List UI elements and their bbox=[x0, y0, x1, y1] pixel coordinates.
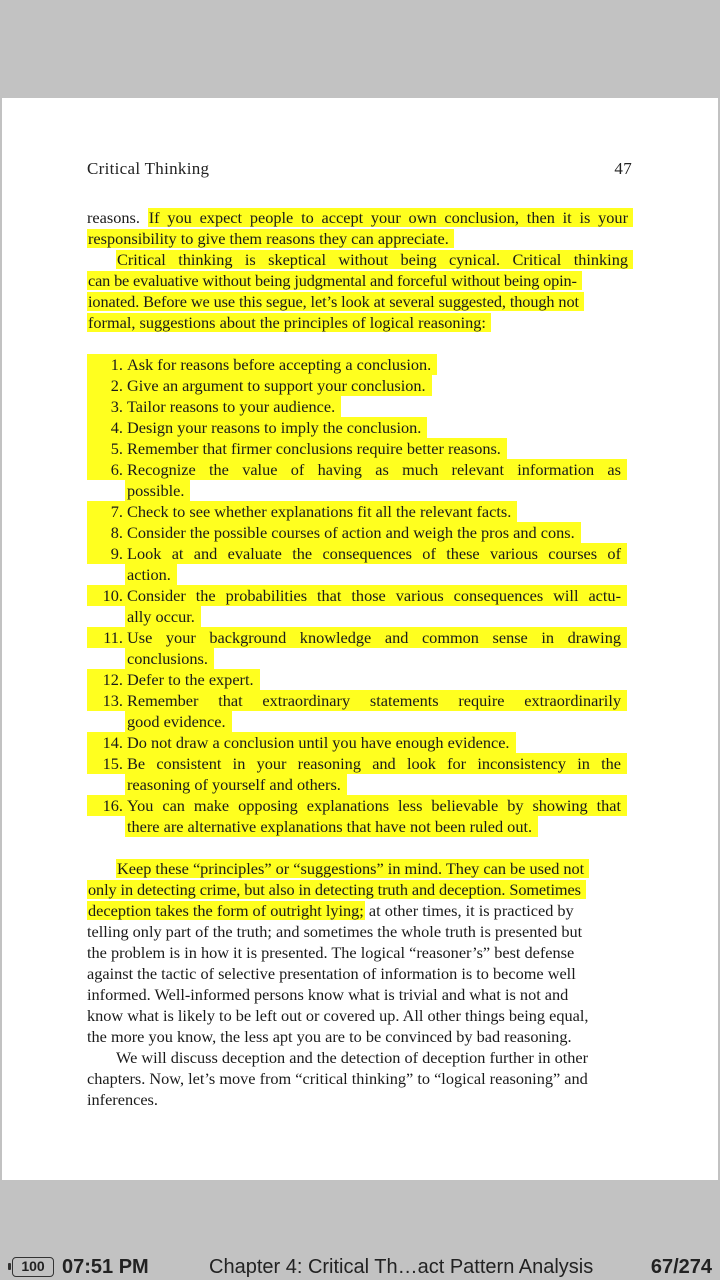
list-item-number: 16. bbox=[87, 795, 125, 816]
text-line: We will discuss deception and the detection of deception further in other bbox=[116, 1048, 589, 1067]
list-item-text[interactable]: Check to see whether explanations fit all the relevant facts. bbox=[125, 501, 517, 522]
list-item bbox=[87, 816, 633, 837]
list-item-number: 7. bbox=[87, 501, 125, 522]
running-header-title: Critical Thinking bbox=[87, 159, 210, 178]
list-item bbox=[87, 375, 633, 396]
highlight[interactable]: responsibility to give them reasons they can appreciate. bbox=[87, 229, 454, 248]
list-item-text[interactable]: Consider the probabilities that those various consequences will actu- bbox=[125, 585, 627, 606]
highlight[interactable]: can be evaluative without being judgmental and forceful without being opin- bbox=[87, 271, 582, 290]
highlight[interactable]: Keep these “principles” or “suggestions” in mind. They can be used not bbox=[116, 859, 589, 878]
battery-level: 100 bbox=[21, 1258, 45, 1274]
list-item-text[interactable]: there are alternative explanations that have not been ruled out. bbox=[125, 816, 538, 837]
list-item bbox=[87, 774, 633, 795]
list-item-text[interactable]: Be consistent in your reasoning and look for inconsistency in the bbox=[125, 753, 627, 774]
highlight[interactable]: ionated. Before we use this segue, let’s look at several suggested, though not bbox=[87, 292, 584, 311]
list-item-number bbox=[87, 816, 125, 837]
page-body-text[interactable] bbox=[87, 207, 633, 1110]
list-item bbox=[87, 522, 633, 543]
principles-list bbox=[87, 354, 633, 837]
text-line: reasons. If you expect people to accept your own conclusion, then it is your bbox=[87, 207, 633, 228]
list-item-number: 12. bbox=[87, 669, 125, 690]
list-item-text[interactable]: ally occur. bbox=[125, 606, 201, 627]
text-line bbox=[87, 291, 633, 312]
list-item-text[interactable]: Use your background knowledge and common sense in drawing bbox=[125, 627, 627, 648]
text-line: the problem is in how it is presented. The logical “reasoner’s” best defense bbox=[87, 943, 575, 962]
list-item bbox=[87, 648, 633, 669]
list-item bbox=[87, 417, 633, 438]
list-item-text[interactable]: Ask for reasons before accepting a conclusion. bbox=[125, 354, 437, 375]
list-item-text[interactable]: Do not draw a conclusion until you have enough evidence. bbox=[125, 732, 516, 753]
reader-status-bar bbox=[0, 1250, 720, 1280]
list-item-number: 3. bbox=[87, 396, 125, 417]
text-line: inferences. bbox=[87, 1090, 158, 1109]
highlight[interactable]: formal, suggestions about the principles of logical reasoning: bbox=[87, 313, 491, 332]
list-item bbox=[87, 354, 633, 375]
list-item bbox=[87, 711, 633, 732]
text-line: know what is likely to be left out or covered up. All other things being equal, bbox=[87, 1006, 589, 1025]
list-item-number bbox=[87, 648, 125, 669]
list-item-number bbox=[87, 480, 125, 501]
text-line bbox=[87, 270, 633, 291]
list-item-number bbox=[87, 774, 125, 795]
list-item-number bbox=[87, 711, 125, 732]
list-item-number: 4. bbox=[87, 417, 125, 438]
text-line: against the tactic of selective presentation of information is to become well bbox=[87, 964, 576, 983]
list-item bbox=[87, 438, 633, 459]
list-item bbox=[87, 690, 633, 711]
highlight[interactable]: If you expect people to accept your own conclusion, then it is your bbox=[148, 208, 633, 227]
list-item bbox=[87, 795, 633, 816]
list-item-text[interactable]: Consider the possible courses of action and weigh the pros and cons. bbox=[125, 522, 581, 543]
list-item-number: 2. bbox=[87, 375, 125, 396]
list-item-text[interactable]: good evidence. bbox=[125, 711, 232, 732]
highlight[interactable]: deception takes the form of outright lying; bbox=[88, 901, 364, 920]
list-item-text[interactable]: action. bbox=[125, 564, 177, 585]
text-line bbox=[87, 879, 633, 900]
list-item-text[interactable]: Recognize the value of having as much relevant information as bbox=[125, 459, 627, 480]
list-item-text[interactable]: Defer to the expert. bbox=[125, 669, 260, 690]
list-item bbox=[87, 564, 633, 585]
list-item-number: 5. bbox=[87, 438, 125, 459]
page-progress[interactable]: 67/274 bbox=[650, 1256, 712, 1278]
list-item-number: 8. bbox=[87, 522, 125, 543]
list-item-number: 6. bbox=[87, 459, 125, 480]
list-item-text[interactable]: Remember that extraordinary statements require extraordinarily bbox=[125, 690, 627, 711]
text-line: informed. Well-informed persons know what is trivial and what is not and bbox=[87, 985, 569, 1004]
list-item bbox=[87, 459, 633, 480]
list-item bbox=[87, 501, 633, 522]
list-item-text[interactable]: possible. bbox=[125, 480, 190, 501]
list-item-text[interactable]: conclusions. bbox=[125, 648, 214, 669]
list-item-text[interactable]: reasoning of yourself and others. bbox=[125, 774, 347, 795]
list-item-text[interactable]: Design your reasons to imply the conclusion. bbox=[125, 417, 427, 438]
highlight[interactable]: Critical thinking is skeptical without being cynical. Critical thinking bbox=[116, 250, 633, 269]
list-item bbox=[87, 606, 633, 627]
list-item bbox=[87, 732, 633, 753]
list-item-text[interactable]: Remember that firmer conclusions require better reasons. bbox=[125, 438, 507, 459]
text-line bbox=[87, 228, 633, 249]
list-item-text[interactable]: Give an argument to support your conclusion. bbox=[125, 375, 432, 396]
highlight[interactable]: only in detecting crime, but also in detecting truth and deception. Sometimes bbox=[87, 880, 586, 899]
page-number: 47 bbox=[614, 159, 632, 178]
list-item bbox=[87, 543, 633, 564]
list-item-number bbox=[87, 606, 125, 627]
battery-icon bbox=[12, 1257, 54, 1277]
list-item-number: 14. bbox=[87, 732, 125, 753]
list-item-number: 11. bbox=[87, 627, 125, 648]
text-line bbox=[87, 249, 633, 270]
list-item-number: 9. bbox=[87, 543, 125, 564]
running-header bbox=[87, 159, 632, 179]
list-item-text[interactable]: You can make opposing explanations less believable by showing that bbox=[125, 795, 627, 816]
list-item bbox=[87, 669, 633, 690]
list-item bbox=[87, 627, 633, 648]
list-item-text[interactable]: Tailor reasons to your audience. bbox=[125, 396, 341, 417]
list-item-number: 1. bbox=[87, 354, 125, 375]
list-item bbox=[87, 585, 633, 606]
list-item-text[interactable]: Look at and evaluate the consequences of these various courses of bbox=[125, 543, 627, 564]
text-line: chapters. Now, let’s move from “critical thinking” to “logical reasoning” and bbox=[87, 1069, 588, 1088]
text-line: deception takes the form of outright lying; at other times, it is practiced by bbox=[88, 901, 574, 920]
text-line: telling only part of the truth; and sometimes the whole truth is presented but bbox=[87, 922, 583, 941]
text-line bbox=[87, 858, 633, 879]
chapter-title[interactable]: Chapter 4: Critical Th…act Pattern Analysis bbox=[209, 1256, 594, 1278]
text-line: the more you know, the less apt you are to be convinced by bad reasoning. bbox=[87, 1027, 572, 1046]
list-item bbox=[87, 480, 633, 501]
list-item-number: 15. bbox=[87, 753, 125, 774]
list-item-number: 10. bbox=[87, 585, 125, 606]
list-item-number bbox=[87, 564, 125, 585]
list-item-number: 13. bbox=[87, 690, 125, 711]
clock: 07:51 PM bbox=[62, 1256, 149, 1278]
list-item bbox=[87, 753, 633, 774]
text-line bbox=[87, 312, 633, 333]
list-item bbox=[87, 396, 633, 417]
